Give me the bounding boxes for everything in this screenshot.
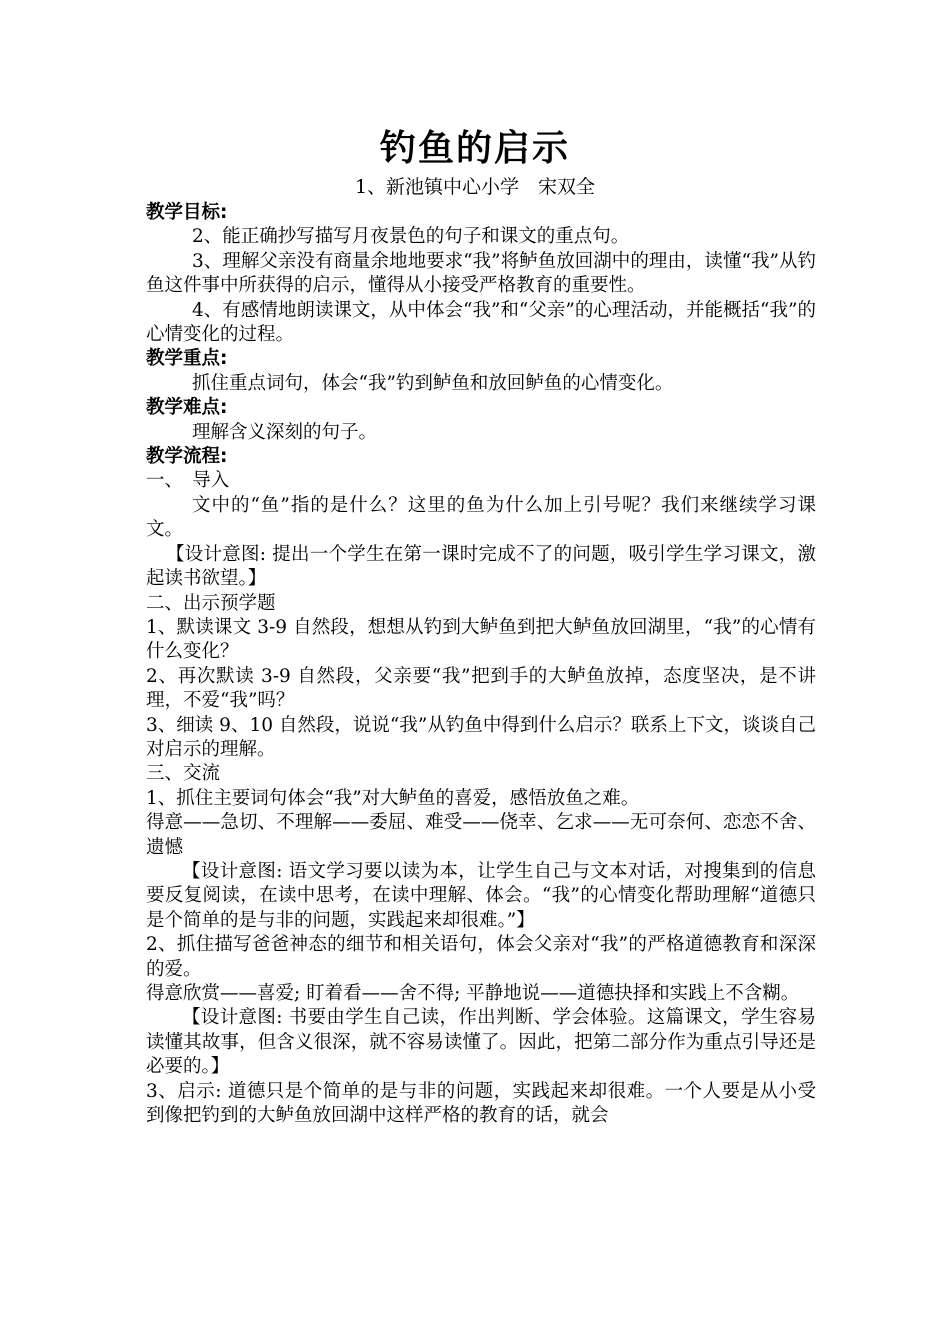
section-heading-difficulty: 教学难点:	[146, 397, 228, 419]
step-3-item-2-chain: 得意欣赏——喜爱; 盯着看——舍不得; 平静地说——道德抉择和实践上不含糊。	[146, 983, 800, 1004]
step-1-text: 文中的“鱼”指的是什么？这里的鱼为什么加上引号呢？我们来继续学习课文。	[146, 494, 816, 541]
goal-item-3: 3、理解父亲没有商量余地地要求“我”将鲈鱼放回湖中的理由，读懂“我”从钓鱼这件事中所获得的启示，懂得从小接受严格教育的重要性。	[146, 250, 816, 297]
key-point-text: 抓住重点词句，体会“我”钓到鲈鱼和放回鲈鱼的心情变化。	[192, 372, 674, 394]
step-3-item-1-chain: 得意——急切、不理解——委屈、难受——侥幸、乞求——无可奈何、恋恋不舍、遗憾	[146, 812, 816, 858]
document-author-line: 1、新池镇中心小学 宋双全	[354, 176, 596, 198]
section-heading-goals: 教学目标:	[146, 202, 228, 223]
section-heading-process: 教学流程:	[146, 446, 228, 468]
step-3-item-2-intent: 【设计意图: 书要由学生自己读，作出判断、学会体验。这篇课文，学生容易读懂其故事，但含义很深，就不容易读懂了。因此，把第二部分作为重点引导还是必要的。】	[146, 1007, 816, 1078]
document-title: 钓鱼的启示	[379, 128, 570, 169]
step-3-title: 三、交流	[146, 763, 221, 785]
step-1-title: 一、 导入	[146, 470, 230, 492]
section-heading-key: 教学重点:	[146, 348, 228, 370]
goal-item-2: 2、能正确抄写描写月夜景色的句子和课文的重点句。	[192, 226, 630, 248]
step-3-item-3: 3、启示: 道德只是个简单的是与非的问题，实践起来却很难。一个人要是从小受到像把钓到的大鲈鱼放回湖中这样严格的教育的话，就会	[146, 1080, 816, 1127]
difficulty-text: 理解含义深刻的句子。	[192, 421, 378, 443]
step-3-item-1-intent: 【设计意图: 语文学习要以读为本，让学生自己与文本对话，对搜集到的信息要反复阅读，在读中思考，在读中理解、体会。“我”的心情变化帮助理解“道德只是个简单的是与非的问题，实践起来却很难。”】	[146, 860, 816, 931]
step-2-question-1: 1、默读课文 3-9 自然段，想想从钓到大鲈鱼到把大鲈鱼放回湖里，“我”的心情有什么变化？	[146, 616, 816, 663]
step-2-question-2: 2、再次默读 3-9 自然段，父亲要“我”把到手的大鲈鱼放掉，态度坚决，是不讲理，不爱“我”吗？	[146, 665, 816, 712]
document-body	[146, 201, 816, 1128]
step-3-item-2: 2、抓住描写爸爸神态的细节和相关语句，体会父亲对“我”的严格道德教育和深深的爱。	[146, 934, 816, 980]
step-1-intent: 【设计意图: 提出一个学生在第一课时完成不了的问题，吸引学生学习课文，激起读书欲望。】	[146, 543, 816, 590]
step-2-title: 二、出示预学题	[146, 592, 276, 614]
step-2-question-3: 3、细读 9、10 自然段，说说“我”从钓鱼中得到什么启示？联系上下文，谈谈自己对启示的理解。	[146, 714, 816, 760]
step-3-item-1: 1、抓住主要词句体会“我”对大鲈鱼的喜爱，感悟放鱼之难。	[146, 787, 640, 809]
goal-item-4: 4、有感情地朗读课文，从中体会“我”和“父亲”的心理活动，并能概括“我”的心情变化的过程。	[146, 299, 816, 346]
